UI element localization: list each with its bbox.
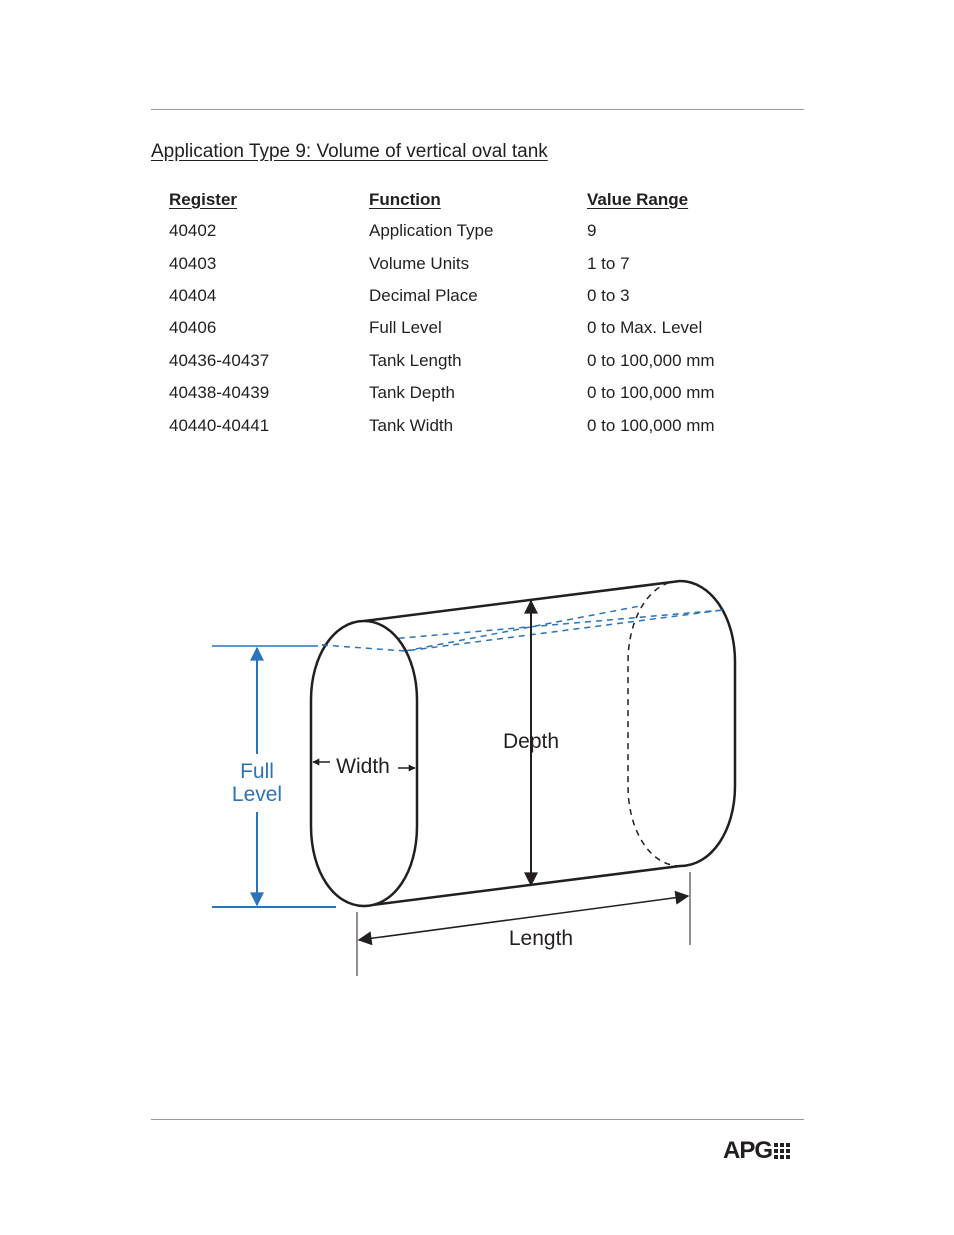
function-cell: Application Type [369,221,494,241]
logo-grid-icon [774,1143,790,1159]
full-level-label-line1: Full [240,760,274,783]
column-header-register: Register [169,189,238,209]
width-label: Width [336,755,390,778]
footer-divider [151,1119,804,1120]
function-cell: Tank Width [369,415,454,435]
tank-back-end-outline [680,581,735,866]
value-range-cell: 0 to 100,000 mm [587,415,715,435]
logo-text: APG [723,1137,773,1164]
register-cell: 40436-40437 [169,350,270,370]
tank-bottom-edge [364,866,680,906]
register-cell: 40404 [169,285,217,305]
function-cell: Decimal Place [369,285,478,305]
section-title: Application Type 9: Volume of vertical oval tank [151,141,548,162]
value-range-cell: 0 to Max. Level [587,318,703,338]
register-cell: 40438-40439 [169,383,270,403]
value-range-cell: 0 to 3 [587,285,630,305]
full-level-label-line2: Level [231,783,283,806]
function-cell: Tank Depth [369,383,455,403]
value-range-cell: 0 to 100,000 mm [587,350,715,370]
value-range-cell: 1 to 7 [587,253,630,273]
column-header-function: Function [369,189,441,209]
value-range-cell: 0 to 100,000 mm [587,383,715,403]
register-cell: 40403 [169,253,217,273]
function-cell: Tank Length [369,350,462,370]
value-range-cell: 9 [587,221,597,241]
length-label: Length [508,927,574,950]
register-cell: 40440-40441 [169,415,270,435]
apg-logo [723,1136,790,1166]
depth-label: Depth [502,730,560,753]
column-header-value-range: Value Range [587,189,689,209]
register-cell: 40402 [169,221,217,241]
register-cell: 40406 [169,318,217,338]
function-cell: Volume Units [369,253,470,273]
tank-back-end-hidden-outline [628,581,680,866]
function-cell: Full Level [369,318,442,338]
tank-top-edge [364,581,680,621]
